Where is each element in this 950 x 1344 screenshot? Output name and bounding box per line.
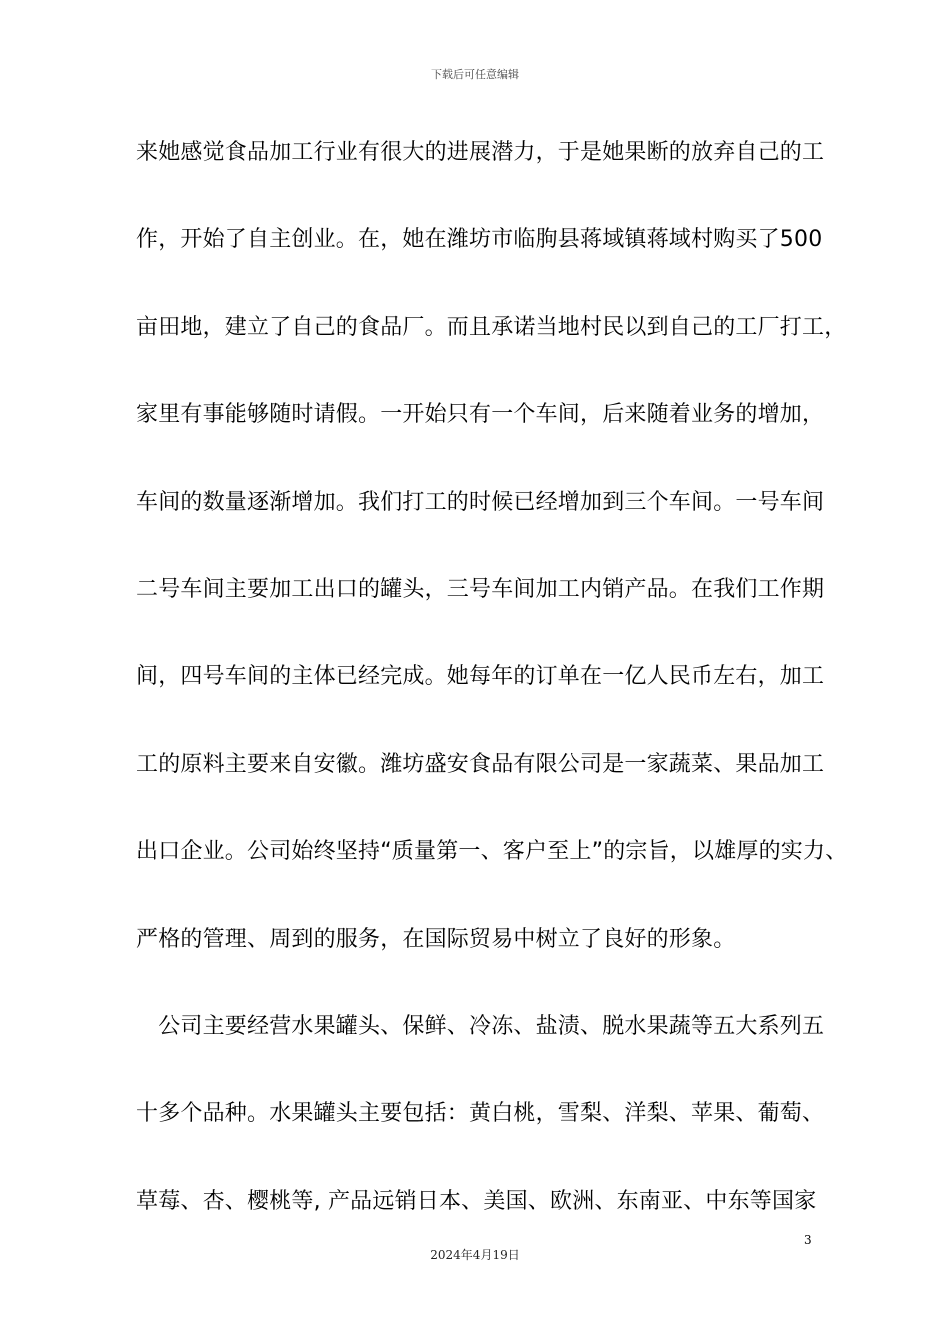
- page-header: 下载后可任意编辑: [431, 68, 519, 81]
- page-number: 3: [804, 1233, 812, 1247]
- text-line: 公司主要经营水果罐头、保鲜、冷冻、盐渍、脱水果蔬等五大系列五: [136, 1013, 825, 1039]
- text-line: 车间的数量逐渐增加。我们打工的时候已经增加到三个车间。一号车间: [136, 489, 825, 515]
- text-line: 出口企业。公司始终坚持“质量第一、客户至上”的宗旨，以雄厚的实力、: [136, 839, 848, 865]
- text-line: 严格的管理、周到的服务，在国际贸易中树立了良好的形象。: [136, 926, 736, 952]
- text-line: 来她感觉食品加工行业有很大的进展潜力，于是她果断的放弃自己的工: [136, 140, 825, 165]
- text-line: 二号车间主要加工出口的罐头，三号车间加工内销产品。在我们工作期: [136, 576, 825, 602]
- footer-date: 2024年4月19日: [430, 1248, 520, 1262]
- text-line: 间，四号车间的主体已经完成。她每年的订单在一亿人民币左右，加工: [136, 664, 825, 690]
- text-line: 家里有事能够随时请假。一开始只有一个车间，后来随着业务的增加，: [136, 402, 825, 428]
- text-line: 十多个品种。水果罐头主要包括：黄白桃，雪梨、洋梨、苹果、葡萄、: [136, 1101, 825, 1127]
- document-body: [136, 130, 866, 1266]
- text-line: 工的原料主要来自安徽。潍坊盛安食品有限公司是一家蔬菜、果品加工: [136, 751, 825, 777]
- text-line: 作，开始了自主创业。在，她在潍坊市临朐县蒋域镇蒋域村购买了500: [136, 227, 823, 253]
- text-line: 草莓、杏、樱桃等, 产品远销日本、美国、欧洲、东南亚、中东等国家: [136, 1188, 817, 1214]
- text-line: 亩田地，建立了自己的食品厂。而且承诺当地村民以到自己的工厂打工，: [136, 314, 847, 340]
